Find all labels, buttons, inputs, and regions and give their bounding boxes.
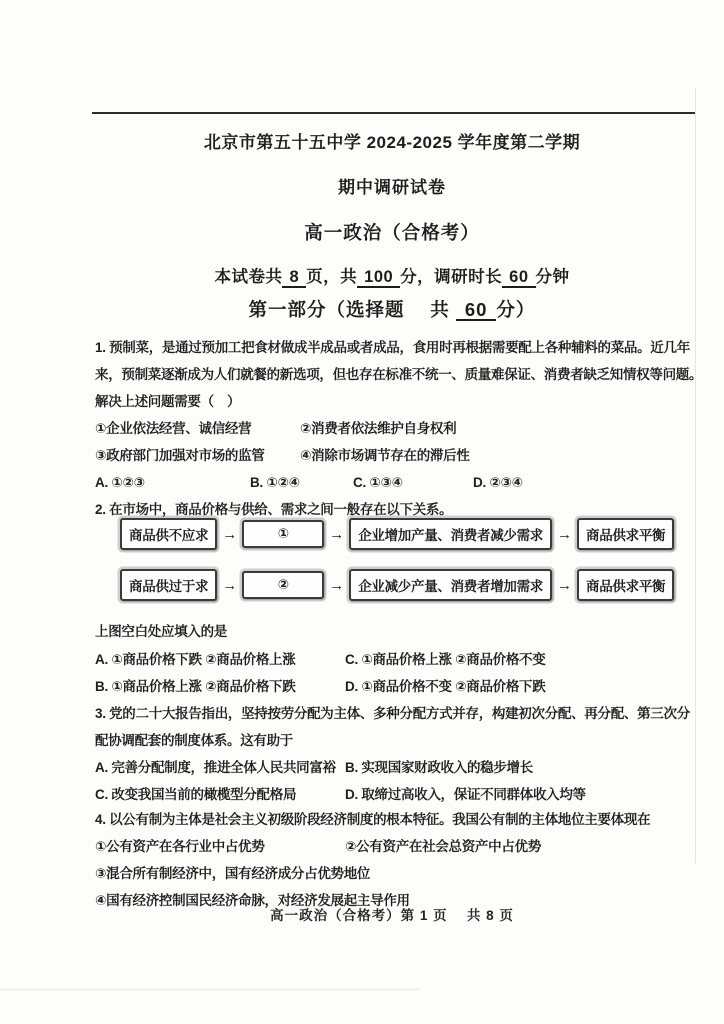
- footer-page-info: 高一政治（合格考）第 1 页 共 8 页: [270, 908, 514, 923]
- scan-shadow: [0, 988, 420, 991]
- q3-choice-d: D. 取缔过高收入，保证不同群体收入均等: [345, 787, 586, 802]
- info-mid1: 页，共: [306, 268, 358, 286]
- q1-choice-a: A. ①②③: [95, 475, 145, 490]
- info-pages-value: 8: [282, 269, 306, 288]
- exam-info-line: [62, 263, 722, 288]
- q2-supply-demand-flowchart: [120, 514, 680, 616]
- section-score-value: 60: [456, 300, 497, 321]
- info-suffix: 分钟: [535, 268, 570, 286]
- question-4: [95, 806, 701, 914]
- q1-option-1: ①企业依法经营、诚信经营: [95, 421, 252, 436]
- q1-choices-row: [95, 469, 701, 496]
- flow2-box-state: 商品供过于求: [120, 569, 217, 601]
- q4-stem-line: 4. 以公有制为主体是社会主义初级阶段经济制度的根本特征。我国公有制的主体地位主要体现在: [95, 812, 651, 827]
- flow2-box-response: 企业减少产量、消费者增加需求: [349, 569, 552, 601]
- title-block: [62, 128, 722, 288]
- q2-choice-b: B. ①商品价格上涨 ②商品价格下跌: [95, 679, 296, 694]
- question-3: [95, 700, 701, 808]
- q3-stem-line-1: 3. 党的二十大报告指出，坚持按劳分配为主体、多种分配方式并存，构建初次分配、再分配、第三次分: [95, 706, 690, 721]
- right-arrow-icon: →: [329, 576, 345, 594]
- school-term-title: 北京市第五十五中学 2024-2025 学年度第二学期: [203, 133, 581, 152]
- flow2-box-result: 商品供求平衡: [577, 569, 674, 601]
- section-suffix: 分）: [496, 299, 536, 320]
- q4-option-3: ③混合所有制经济中，国有经济成分占优势地位: [95, 866, 371, 881]
- info-score-value: 100: [357, 269, 400, 288]
- q1-stem-line-1: 1. 预制菜，是通过预加工把食材做成半成品或者成品，食用时再根据需要配上各种辅料的菜品。近几年: [95, 340, 690, 355]
- q2-choice-a: A. ①商品价格下跌 ②商品价格上涨: [95, 651, 296, 667]
- q4-option-1: ①公有资产在各行业中占优势: [95, 839, 265, 854]
- q1-option-4: ④消除市场调节存在的滞后性: [300, 448, 470, 463]
- right-arrow-icon: →: [222, 525, 238, 543]
- q3-choice-c: C. 改变我国当前的橄榄型分配格局: [95, 787, 297, 802]
- flow-row-1: [120, 514, 680, 554]
- section-header: [62, 296, 722, 322]
- right-arrow-icon: →: [557, 576, 573, 594]
- info-prefix: 本试卷共: [214, 268, 283, 286]
- question-1: [95, 334, 701, 523]
- q1-options-row-1: [95, 415, 701, 442]
- header-rule: [92, 112, 695, 114]
- flow1-box-response: 企业增加产量、消费者减少需求: [349, 518, 552, 550]
- flow1-box-result: 商品供求平衡: [577, 518, 674, 550]
- right-arrow-icon: →: [557, 525, 573, 543]
- q3-choice-a: A. 完善分配制度，推进全体人民共同富裕: [95, 760, 336, 775]
- q1-choice-c: C. ①③④: [353, 475, 403, 490]
- flow2-box-blank-2: ②: [242, 571, 324, 599]
- q3-choices-row-1: [95, 754, 701, 781]
- q2-stem-line: 2. 在市场中，商品价格与供给、需求之间一般存在以下关系。: [95, 502, 453, 517]
- q3-choice-b: B. 实现国家财政收入的稳步增长: [345, 760, 533, 775]
- flow-row-2: [120, 565, 680, 605]
- question-2-choices: [95, 618, 701, 701]
- q1-stem-line-3: 解决上述问题需要（ ）: [95, 394, 241, 409]
- q4-option-2: ②公有资产在社会总资产中占优势: [345, 839, 541, 854]
- q2-choice-c: C. ①商品价格上涨 ②商品价格不变: [345, 651, 546, 667]
- q2-prompt-line: 上图空白处应填入的是: [95, 624, 227, 639]
- q3-stem-line-2: 配协调配套的制度体系。这有助于: [95, 733, 293, 748]
- info-mid2: 分，调研时长: [400, 268, 503, 286]
- flow1-box-state: 商品供不应求: [120, 518, 217, 550]
- info-minutes-value: 60: [502, 269, 535, 288]
- q1-option-3: ③政府部门加强对市场的监管: [95, 448, 265, 463]
- q1-options-row-2: [95, 442, 701, 469]
- subject-title: 高一政治（合格考）: [304, 222, 480, 243]
- q2-choice-d: D. ①商品价格不变 ②商品价格下跌: [345, 679, 546, 694]
- right-arrow-icon: →: [222, 576, 238, 594]
- q4-option-4: ④国有经济控制国民经济命脉，对经济发展起主导作用: [95, 893, 410, 908]
- q1-choice-d: D. ②③④: [473, 475, 523, 490]
- q1-choice-b: B. ①②④: [250, 475, 300, 490]
- right-arrow-icon: →: [329, 525, 345, 543]
- section-prefix: 第一部分（选择题 共: [248, 299, 450, 320]
- q2-choices-row-1: [95, 646, 701, 674]
- q1-stem-line-2: 来，预制菜逐渐成为人们就餐的新选项，但也存在标准不统一、质量难保证、消费者缺乏知情权等问题。: [95, 367, 703, 382]
- q1-option-2: ②消费者依法维护自身权利: [300, 421, 457, 436]
- flow1-box-blank-1: ①: [242, 520, 324, 548]
- exam-name-title: 期中调研试卷: [338, 178, 446, 197]
- q2-choices-row-2: [95, 673, 701, 701]
- q4-options-row-1: [95, 833, 701, 860]
- q3-choices-row-2: [95, 781, 701, 808]
